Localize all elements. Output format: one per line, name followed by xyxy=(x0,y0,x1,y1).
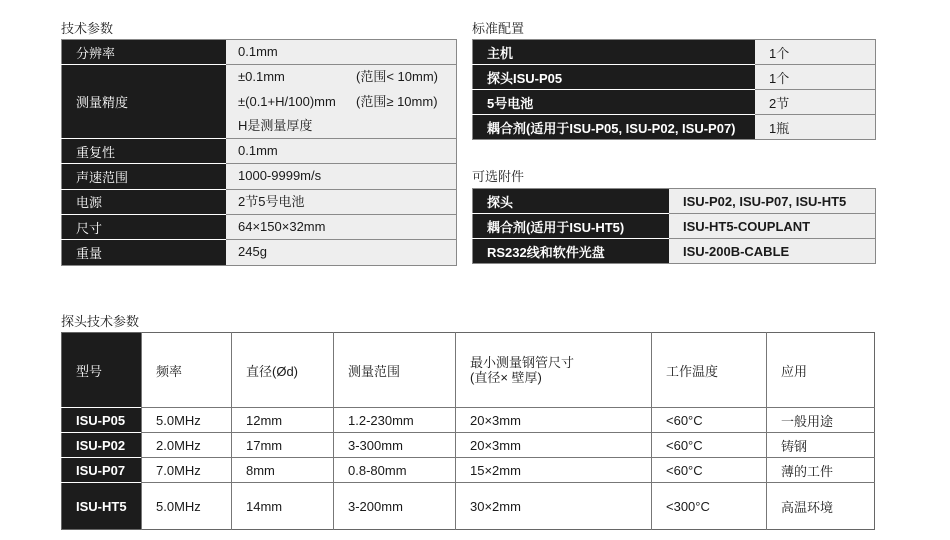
probe-application: 高温环境 xyxy=(767,483,875,530)
spec-label: 重量 xyxy=(62,240,227,265)
probe-pipe: 15×2mm xyxy=(456,458,652,483)
standard-table xyxy=(472,39,876,140)
probe-diameter: 14mm xyxy=(232,483,334,530)
spec-value: 0.1mm xyxy=(226,139,457,164)
header-frequency: 频率 xyxy=(142,333,232,408)
probe-diameter: 17mm xyxy=(232,433,334,458)
optional-row xyxy=(473,239,876,264)
spec-value: 2节5号电池 xyxy=(226,189,457,214)
probe-frequency: 2.0MHz xyxy=(142,433,232,458)
probe-frequency: 5.0MHz xyxy=(142,483,232,530)
probe-frequency: 5.0MHz xyxy=(142,408,232,433)
spec-value: 245g xyxy=(226,240,457,265)
spec-label: 尺寸 xyxy=(62,215,227,240)
optional-value: ISU-HT5-COUPLANT xyxy=(669,214,876,239)
optional-row xyxy=(473,214,876,239)
optional-value: ISU-P02, ISU-P07, ISU-HT5 xyxy=(669,189,876,214)
spec-label: 重复性 xyxy=(62,139,227,164)
optional-value: ISU-200B-CABLE xyxy=(669,239,876,264)
probe-row xyxy=(62,483,875,530)
spec-value: 0.1mm xyxy=(226,40,457,65)
spec-row xyxy=(62,240,457,265)
standard-value: 1瓶 xyxy=(755,115,876,140)
probe-diameter: 12mm xyxy=(232,408,334,433)
header-application: 应用 xyxy=(767,333,875,408)
standard-row xyxy=(473,90,876,115)
probe-row xyxy=(62,408,875,433)
standard-row xyxy=(473,65,876,90)
spec-label: 测量精度 xyxy=(62,65,227,139)
probe-model: ISU-P05 xyxy=(62,408,142,433)
header-diameter: 直径(Ød) xyxy=(232,333,334,408)
probe-pipe: 20×3mm xyxy=(456,433,652,458)
standard-value: 1个 xyxy=(755,40,876,65)
standard-row xyxy=(473,40,876,65)
spec-row xyxy=(62,139,457,164)
spec-row xyxy=(62,215,457,240)
optional-table xyxy=(472,188,876,264)
optional-row xyxy=(473,189,876,214)
optional-label: 耦合剂(适用于ISU-HT5) xyxy=(473,214,670,239)
probe-diameter: 8mm xyxy=(232,458,334,483)
header-temperature: 工作温度 xyxy=(652,333,767,408)
probe-pipe: 20×3mm xyxy=(456,408,652,433)
standard-label: 5号电池 xyxy=(473,90,756,115)
header-min-pipe: 最小测量钢管尺寸 (直径× 壁厚) xyxy=(456,333,652,408)
probe-header-row xyxy=(62,333,875,408)
probe-temperature: <60°C xyxy=(652,408,767,433)
spec-table xyxy=(61,39,457,266)
spec-row xyxy=(62,164,457,189)
probe-model: ISU-HT5 xyxy=(62,483,142,530)
optional-section-title: 可选附件 xyxy=(472,169,525,184)
spec-row xyxy=(62,65,457,139)
probe-frequency: 7.0MHz xyxy=(142,458,232,483)
standard-section-title: 标准配置 xyxy=(472,21,525,36)
probe-temperature: <300°C xyxy=(652,483,767,530)
header-model: 型号 xyxy=(62,333,142,408)
header-range: 测量范围 xyxy=(334,333,456,408)
spec-label: 分辨率 xyxy=(62,40,227,65)
spec-row xyxy=(62,189,457,214)
probe-application: 一般用途 xyxy=(767,408,875,433)
optional-label: 探头 xyxy=(473,189,670,214)
probe-model: ISU-P07 xyxy=(62,458,142,483)
optional-label: RS232线和软件光盘 xyxy=(473,239,670,264)
spec-value: ±0.1mm (范围< 10mm) ±(0.1+H/100)mm (范围≥ 10mm) H是测量厚度 xyxy=(226,65,457,139)
standard-label: 探头ISU-P05 xyxy=(473,65,756,90)
spec-value: 1000-9999m/s xyxy=(226,164,457,189)
probe-pipe: 30×2mm xyxy=(456,483,652,530)
probe-model: ISU-P02 xyxy=(62,433,142,458)
probe-range: 3-200mm xyxy=(334,483,456,530)
standard-value: 1个 xyxy=(755,65,876,90)
standard-label: 耦合剂(适用于ISU-P05, ISU-P02, ISU-P07) xyxy=(473,115,756,140)
spec-value: 64×150×32mm xyxy=(226,215,457,240)
spec-label: 电源 xyxy=(62,189,227,214)
spec-label: 声速范围 xyxy=(62,164,227,189)
probe-application: 铸钢 xyxy=(767,433,875,458)
probe-row xyxy=(62,433,875,458)
probe-range: 3-300mm xyxy=(334,433,456,458)
probe-range: 0.8-80mm xyxy=(334,458,456,483)
probe-temperature: <60°C xyxy=(652,433,767,458)
spec-row xyxy=(62,40,457,65)
probe-temperature: <60°C xyxy=(652,458,767,483)
probe-row xyxy=(62,458,875,483)
probe-application: 薄的工件 xyxy=(767,458,875,483)
probe-section-title: 探头技术参数 xyxy=(61,314,140,329)
spec-section-title: 技术参数 xyxy=(61,21,114,36)
probe-table xyxy=(61,332,875,530)
standard-label: 主机 xyxy=(473,40,756,65)
standard-row xyxy=(473,115,876,140)
probe-range: 1.2-230mm xyxy=(334,408,456,433)
standard-value: 2节 xyxy=(755,90,876,115)
